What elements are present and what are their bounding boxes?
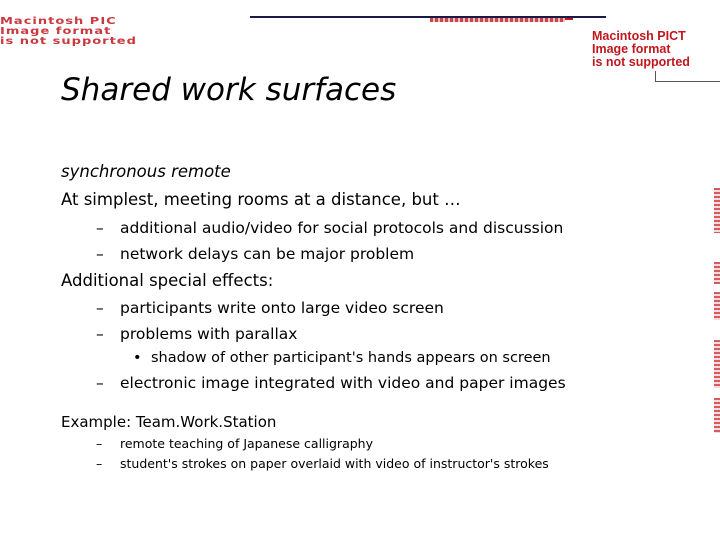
bullet-level2: – network delays can be major problem [96,245,415,263]
placeholder-line: Image format [592,42,671,56]
placeholder-frame-line [655,81,720,82]
placeholder-line: Macintosh PIC [0,15,117,27]
placeholder-line: is not supported [0,35,137,47]
edge-image-fragment [714,188,720,233]
bullet-glyph: • [133,350,142,366]
unsupported-image-placeholder-right [592,30,720,69]
slide-title: Shared work surfaces [61,72,397,108]
slide-subtitle: synchronous remote [61,162,231,181]
edge-image-fragment [714,340,720,388]
edge-image-fragment [714,292,720,320]
unsupported-image-placeholder-left [0,15,250,47]
dash-glyph: – [96,436,103,451]
dash-glyph: – [96,456,103,471]
example-item: – remote teaching of Japanese calligraphy [96,436,373,451]
header-image-fragment [430,18,565,22]
placeholder-line: is not supported [592,55,690,69]
header-image-fragment [565,18,573,20]
edge-image-fragment [714,398,720,433]
bullet-level3: • shadow of other participant's hands appears on screen [133,350,551,366]
dash-glyph: – [96,325,104,343]
bullet-level2: – problems with parallax [96,325,298,343]
placeholder-frame-line [655,71,656,82]
bullet-level1: At simplest, meeting rooms at a distance, but … [61,190,461,209]
placeholder-line: Image format [0,25,112,37]
placeholder-line: Macintosh PICT [592,29,686,43]
example-item: – student's strokes on paper overlaid with video of instructor's strokes [96,456,549,471]
bullet-level2: – electronic image integrated with video and paper images [96,374,566,392]
dash-glyph: – [96,245,104,263]
bullet-level2: – additional audio/video for social protocols and discussion [96,219,564,237]
example-heading: Example: Team.Work.Station [61,413,277,431]
edge-image-fragment [714,262,720,284]
dash-glyph: – [96,374,104,392]
dash-glyph: – [96,219,104,237]
bullet-level1: Additional special effects: [61,271,274,290]
bullet-level2: – participants write onto large video screen [96,299,444,317]
dash-glyph: – [96,299,104,317]
